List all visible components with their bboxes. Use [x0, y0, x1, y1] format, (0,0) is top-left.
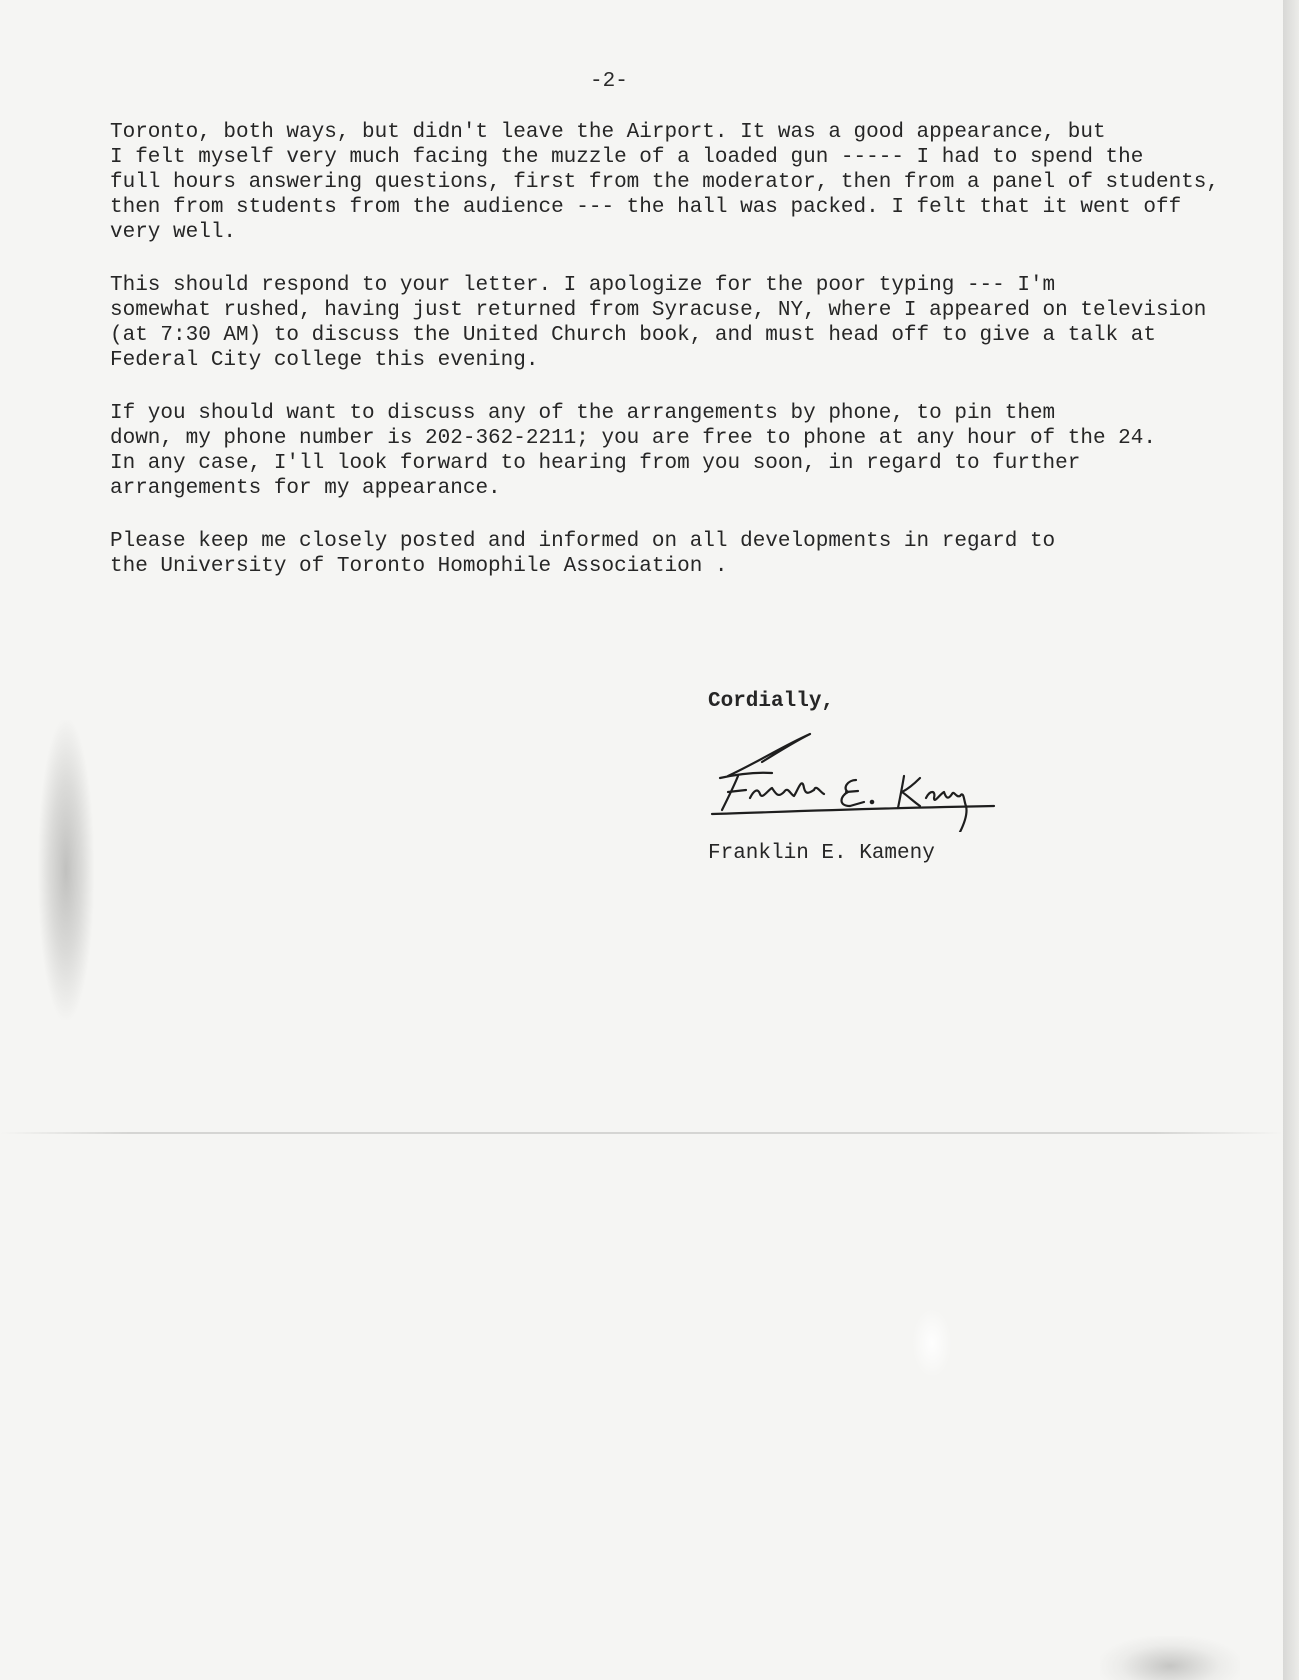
handwritten-signature — [698, 732, 1008, 832]
paragraph-2: This should respond to your letter. I apologize for the poor typing --- I'm somewhat rushed, having just returned from Syracuse, NY, where I appeared on television (at 7:30 AM) to discuss the United Church book, and must head off to give a talk at Federal City college this evening. — [110, 274, 1207, 372]
page-number: -2- — [590, 70, 628, 93]
paragraph-1: Toronto, both ways, but didn't leave the Airport. It was a good appearance, but I felt myself very much facing the muzzle of a loaded gun ----- I had to spend the full hours answering questions, first from the moderator, then from a panel of students, then from students from the audience --- the hall was packed. I felt that it went off very well. — [110, 121, 1219, 244]
letter-closing: Cordially, — [708, 690, 835, 713]
paragraph-4: Please keep me closely posted and informed on all developments in regard to the University of Toronto Homophile Association . — [110, 530, 1056, 578]
paragraph-3: If you should want to discuss any of the arrangements by phone, to pin them down, my phone number is 202-362-2211; you are free to phone at any hour of the 24. In any case, I'll look forward to hearing from you soon, in regard to further arrangements for my appearance. — [110, 402, 1156, 500]
letter-body — [110, 120, 1240, 607]
paper-stain — [1100, 1636, 1240, 1680]
paper-fold-line — [0, 1132, 1283, 1134]
paper-tear-mark — [912, 1308, 952, 1378]
signer-name: Franklin E. Kameny — [708, 842, 935, 865]
page-edge — [1283, 0, 1299, 1680]
paper-smudge — [38, 720, 94, 1020]
